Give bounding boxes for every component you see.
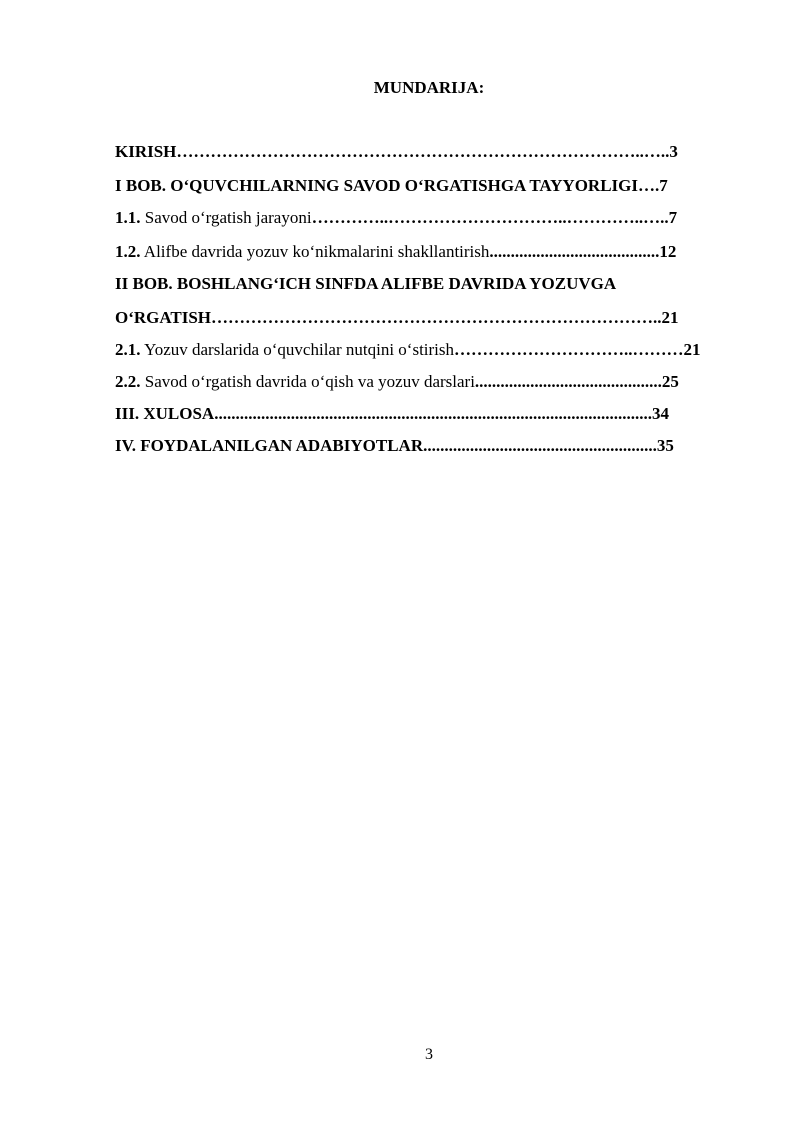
toc-entry-text: Yozuv darslarida o‘quvchilar nutqini o‘stirish: [140, 340, 455, 359]
page-number: 3: [425, 1046, 433, 1063]
toc-entry-leader: ........................................12: [489, 242, 677, 261]
toc-entry-leader: …………..…………………………..…………..…..7: [311, 208, 678, 227]
toc-entry-chapter-1: [115, 174, 745, 198]
toc-entry-number: 1.1.: [115, 208, 141, 227]
toc-entry-text: IV. FOYDALANILGAN ADABIYOTLAR.......................................................35: [115, 436, 674, 455]
toc-entry-text: Savod o‘rgatish davrida o‘qish va yozuv darslari: [140, 372, 475, 391]
toc-entry-text: KIRISH………………………………………………………………………..…..3: [115, 142, 678, 161]
toc-entry-adabiyotlar: [115, 434, 745, 458]
page-title: MUNDARIJA:: [373, 78, 485, 97]
toc-entry-text: II BOB. BOSHLANG‘ICH SINFDA ALIFBE DAVRIDA YOZUVGA: [115, 274, 617, 293]
toc-entry-1-1: [115, 206, 745, 230]
toc-entry-leader: …………………………..………21: [454, 340, 701, 359]
toc-entry-kirish: [115, 140, 745, 164]
toc-entry-text: Savod o‘rgatish jarayoni: [140, 208, 312, 227]
toc-entry-text: III. XULOSA.......................................................................................................34: [115, 404, 669, 423]
toc-entry-text: Alifbe davrida yozuv ko‘nikmalarini shakllantirish: [140, 242, 490, 261]
toc-entry-chapter-2-line-2: [115, 306, 745, 330]
toc-entry-number: 1.2.: [115, 242, 141, 261]
toc-entry-chapter-2-line-1: [115, 272, 745, 296]
toc-entry-text: I BOB. O‘QUVCHILARNING SAVOD O‘RGATISHGA TAYYORLIGI….7: [115, 176, 668, 195]
toc-entry-2-2: [115, 370, 745, 394]
toc-entry-number: 2.2.: [115, 372, 141, 391]
toc-entry-xulosa: [115, 402, 745, 426]
toc-entry-leader: ............................................25: [474, 372, 679, 391]
toc-entry-1-2: [115, 240, 745, 264]
toc-entry-number: 2.1.: [115, 340, 141, 359]
toc-entry-text: O‘RGATISH……………………………………………………………………..21: [115, 308, 679, 327]
toc-entry-2-1: [115, 338, 745, 362]
